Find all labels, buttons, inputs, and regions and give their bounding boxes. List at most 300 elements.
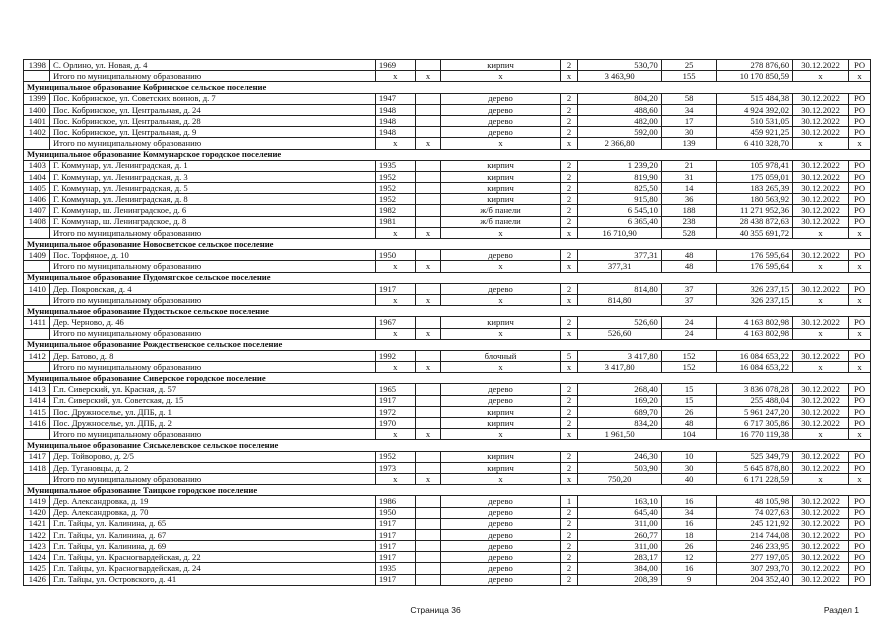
cell-relocation-method: РО <box>848 541 870 552</box>
cell-relocation-method: РО <box>848 574 870 585</box>
cell-total-area: 915,80 <box>578 194 661 205</box>
cell-cost: 214 744,08 <box>717 529 793 540</box>
cell-cost: 16 084 653,22 <box>717 350 793 361</box>
cell-floors: 2 <box>560 283 578 294</box>
cell-address: Итого по муниципальному образованию <box>49 362 375 373</box>
cell-relocation-method: РО <box>848 250 870 261</box>
table-row <box>24 529 871 540</box>
table-row <box>24 518 871 529</box>
cell-residents: 37 <box>661 283 717 294</box>
cell-cost: 307 293,70 <box>717 563 793 574</box>
cell-commission-year <box>415 93 441 104</box>
cell-cost: 16 084 653,22 <box>717 362 793 373</box>
cell-planned-date: х <box>793 138 849 149</box>
table-row <box>24 541 871 552</box>
cell-total-area: 819,90 <box>578 171 661 182</box>
cell-cost: 4 924 392,02 <box>717 104 793 115</box>
table-row <box>24 507 871 518</box>
cell-total-area: 16 710,90 <box>578 227 661 238</box>
cell-commission-year <box>415 563 441 574</box>
cell-relocation-method: РО <box>848 462 870 473</box>
cell-commission-year <box>415 518 441 529</box>
cell-row-number: 1424 <box>24 552 50 563</box>
cell-total-area: 526,60 <box>578 328 661 339</box>
cell-commission-year <box>415 574 441 585</box>
cell-residents: 48 <box>661 261 717 272</box>
cell-build-year: 1948 <box>375 127 415 138</box>
cell-planned-date: 30.12.2022 <box>793 250 849 261</box>
cell-total-area: 268,40 <box>578 384 661 395</box>
cell-floors: х <box>560 294 578 305</box>
cell-build-year: 1973 <box>375 462 415 473</box>
cell-wall-material: кирпич <box>441 462 560 473</box>
cell-planned-date: 30.12.2022 <box>793 194 849 205</box>
municipality-header-row <box>24 440 871 451</box>
cell-relocation-method: РО <box>848 283 870 294</box>
cell-relocation-method: РО <box>848 518 870 529</box>
cell-commission-year <box>415 216 441 227</box>
registry-table-body <box>24 60 871 586</box>
cell-build-year: 1952 <box>375 171 415 182</box>
cell-relocation-method: РО <box>848 183 870 194</box>
subtotal-row <box>24 328 871 339</box>
cell-row-number: 1406 <box>24 194 50 205</box>
cell-address: Г. Коммунар, ул. Ленинградская, д. 5 <box>49 183 375 194</box>
cell-cost: 105 978,41 <box>717 160 793 171</box>
cell-build-year: 1950 <box>375 507 415 518</box>
cell-commission-year <box>415 160 441 171</box>
cell-planned-date: х <box>793 473 849 484</box>
cell-total-area: 377,31 <box>578 261 661 272</box>
cell-cost: 176 595,64 <box>717 261 793 272</box>
cell-build-year: 1948 <box>375 115 415 126</box>
cell-commission-year: х <box>415 71 441 82</box>
cell-build-year: 1917 <box>375 529 415 540</box>
cell-cost: 278 876,60 <box>717 60 793 71</box>
cell-commission-year: х <box>415 138 441 149</box>
cell-commission-year <box>415 183 441 194</box>
cell-total-area: 169,20 <box>578 395 661 406</box>
cell-relocation-method: х <box>848 227 870 238</box>
cell-commission-year <box>415 350 441 361</box>
cell-commission-year <box>415 283 441 294</box>
cell-build-year: 1970 <box>375 418 415 429</box>
cell-row-number: 1414 <box>24 395 50 406</box>
cell-wall-material: кирпич <box>441 418 560 429</box>
cell-planned-date: х <box>793 362 849 373</box>
cell-relocation-method: РО <box>848 563 870 574</box>
cell-cost: 3 836 078,28 <box>717 384 793 395</box>
cell-floors: 2 <box>560 451 578 462</box>
cell-total-area: 482,00 <box>578 115 661 126</box>
cell-build-year: 1950 <box>375 250 415 261</box>
municipality-header-row <box>24 373 871 384</box>
cell-row-number: 1415 <box>24 406 50 417</box>
subtotal-row <box>24 473 871 484</box>
cell-floors: 2 <box>560 395 578 406</box>
cell-row-number: 1417 <box>24 451 50 462</box>
cell-relocation-method: РО <box>848 93 870 104</box>
cell-address: Итого по муниципальному образованию <box>49 71 375 82</box>
cell-cost: 4 163 802,98 <box>717 328 793 339</box>
cell-commission-year <box>415 462 441 473</box>
cell-planned-date: 30.12.2022 <box>793 462 849 473</box>
cell-floors: 2 <box>560 60 578 71</box>
table-row <box>24 250 871 261</box>
table-row <box>24 406 871 417</box>
cell-row-number <box>24 261 50 272</box>
cell-residents: 12 <box>661 552 717 563</box>
cell-row-number: 1422 <box>24 529 50 540</box>
cell-build-year: 1935 <box>375 160 415 171</box>
cell-floors: 2 <box>560 406 578 417</box>
cell-relocation-method: РО <box>848 104 870 115</box>
cell-commission-year <box>415 552 441 563</box>
cell-build-year: 1952 <box>375 183 415 194</box>
cell-address: Пос. Кобринское, ул. Центральная, д. 24 <box>49 104 375 115</box>
cell-floors: 2 <box>560 183 578 194</box>
cell-total-area: 3 417,80 <box>578 350 661 361</box>
cell-cost: 6 171 228,59 <box>717 473 793 484</box>
table-row <box>24 160 871 171</box>
cell-relocation-method: РО <box>848 60 870 71</box>
cell-floors: х <box>560 261 578 272</box>
cell-build-year: х <box>375 261 415 272</box>
cell-build-year: 1917 <box>375 541 415 552</box>
table-row <box>24 216 871 227</box>
cell-build-year: 1967 <box>375 317 415 328</box>
cell-total-area: 377,31 <box>578 250 661 261</box>
cell-row-number <box>24 227 50 238</box>
cell-build-year: 1917 <box>375 518 415 529</box>
table-row <box>24 563 871 574</box>
cell-floors: 2 <box>560 115 578 126</box>
cell-cost: 28 438 872,63 <box>717 216 793 227</box>
cell-residents: 15 <box>661 395 717 406</box>
cell-residents: 26 <box>661 541 717 552</box>
cell-relocation-method: х <box>848 138 870 149</box>
cell-address: Г.п. Тайцы, ул. Калинина, д. 67 <box>49 529 375 540</box>
cell-total-area: 384,00 <box>578 563 661 574</box>
cell-commission-year <box>415 395 441 406</box>
cell-residents: 14 <box>661 183 717 194</box>
cell-build-year: 1917 <box>375 574 415 585</box>
cell-wall-material: кирпич <box>441 160 560 171</box>
table-row <box>24 115 871 126</box>
cell-row-number <box>24 138 50 149</box>
cell-cost: 183 265,39 <box>717 183 793 194</box>
cell-planned-date: 30.12.2022 <box>793 496 849 507</box>
municipality-header-row <box>24 82 871 93</box>
cell-row-number: 1418 <box>24 462 50 473</box>
cell-residents: 34 <box>661 104 717 115</box>
cell-relocation-method: РО <box>848 205 870 216</box>
cell-planned-date: х <box>793 227 849 238</box>
cell-floors: 2 <box>560 574 578 585</box>
municipality-name: Муниципальное образование Коммунарское городское поселение <box>24 149 871 160</box>
cell-total-area: 645,40 <box>578 507 661 518</box>
cell-build-year: 1972 <box>375 406 415 417</box>
cell-residents: 18 <box>661 529 717 540</box>
table-row <box>24 127 871 138</box>
cell-floors: 2 <box>560 93 578 104</box>
cell-commission-year <box>415 406 441 417</box>
cell-residents: 37 <box>661 294 717 305</box>
cell-build-year: х <box>375 294 415 305</box>
cell-build-year: 1952 <box>375 451 415 462</box>
cell-residents: 9 <box>661 574 717 585</box>
cell-wall-material: х <box>441 227 560 238</box>
cell-commission-year <box>415 171 441 182</box>
cell-row-number <box>24 328 50 339</box>
cell-cost: 48 105,98 <box>717 496 793 507</box>
cell-wall-material: х <box>441 71 560 82</box>
cell-address: Пос. Дружноселье, ул. ДПБ, д. 1 <box>49 406 375 417</box>
cell-floors: 2 <box>560 194 578 205</box>
cell-planned-date: 30.12.2022 <box>793 115 849 126</box>
cell-planned-date: х <box>793 328 849 339</box>
cell-wall-material: дерево <box>441 104 560 115</box>
cell-planned-date: 30.12.2022 <box>793 104 849 115</box>
cell-row-number: 1420 <box>24 507 50 518</box>
cell-row-number: 1413 <box>24 384 50 395</box>
cell-row-number: 1411 <box>24 317 50 328</box>
cell-floors: 2 <box>560 418 578 429</box>
cell-wall-material: х <box>441 261 560 272</box>
cell-commission-year <box>415 60 441 71</box>
cell-build-year: 1947 <box>375 93 415 104</box>
table-row <box>24 384 871 395</box>
cell-address: Итого по муниципальному образованию <box>49 294 375 305</box>
cell-commission-year <box>415 529 441 540</box>
municipality-header-row <box>24 485 871 496</box>
cell-build-year: 1981 <box>375 216 415 227</box>
cell-floors: 2 <box>560 507 578 518</box>
cell-commission-year <box>415 317 441 328</box>
table-row <box>24 104 871 115</box>
cell-relocation-method: РО <box>848 317 870 328</box>
cell-planned-date: 30.12.2022 <box>793 552 849 563</box>
cell-floors: х <box>560 429 578 440</box>
cell-row-number: 1403 <box>24 160 50 171</box>
cell-floors: 2 <box>560 541 578 552</box>
cell-row-number: 1426 <box>24 574 50 585</box>
cell-build-year: 1917 <box>375 395 415 406</box>
cell-build-year: х <box>375 429 415 440</box>
cell-floors: 1 <box>560 496 578 507</box>
cell-wall-material: кирпич <box>441 406 560 417</box>
cell-total-area: 246,30 <box>578 451 661 462</box>
table-row <box>24 60 871 71</box>
cell-total-area: 814,80 <box>578 283 661 294</box>
cell-commission-year: х <box>415 429 441 440</box>
table-row <box>24 183 871 194</box>
cell-residents: 16 <box>661 563 717 574</box>
cell-planned-date: 30.12.2022 <box>793 160 849 171</box>
cell-planned-date: х <box>793 71 849 82</box>
cell-cost: 4 163 802,98 <box>717 317 793 328</box>
cell-floors: х <box>560 328 578 339</box>
cell-commission-year <box>415 384 441 395</box>
cell-relocation-method: РО <box>848 216 870 227</box>
cell-row-number: 1400 <box>24 104 50 115</box>
cell-commission-year: х <box>415 227 441 238</box>
cell-cost: 175 059,01 <box>717 171 793 182</box>
subtotal-row <box>24 294 871 305</box>
cell-floors: 2 <box>560 529 578 540</box>
cell-address: Дер. Тойворово, д. 2/5 <box>49 451 375 462</box>
cell-address: Итого по муниципальному образованию <box>49 227 375 238</box>
cell-residents: 31 <box>661 171 717 182</box>
cell-row-number: 1401 <box>24 115 50 126</box>
cell-address: Г.п. Тайцы, ул. Калинина, д. 69 <box>49 541 375 552</box>
cell-cost: 245 121,92 <box>717 518 793 529</box>
cell-row-number: 1412 <box>24 350 50 361</box>
cell-address: Г.п. Сиверский, ул. Красная, д. 57 <box>49 384 375 395</box>
cell-total-area: 592,00 <box>578 127 661 138</box>
cell-build-year: 1969 <box>375 60 415 71</box>
cell-cost: 246 233,95 <box>717 541 793 552</box>
cell-build-year: х <box>375 227 415 238</box>
cell-relocation-method: РО <box>848 418 870 429</box>
cell-residents: 30 <box>661 462 717 473</box>
cell-wall-material: ж/б панели <box>441 216 560 227</box>
cell-residents: 15 <box>661 384 717 395</box>
cell-row-number: 1404 <box>24 171 50 182</box>
cell-cost: 74 027,63 <box>717 507 793 518</box>
cell-wall-material: дерево <box>441 518 560 529</box>
table-row <box>24 93 871 104</box>
cell-planned-date: 30.12.2022 <box>793 518 849 529</box>
cell-residents: 48 <box>661 250 717 261</box>
cell-residents: 48 <box>661 418 717 429</box>
cell-address: Г.п. Тайцы, ул. Калинина, д. 65 <box>49 518 375 529</box>
table-row <box>24 205 871 216</box>
cell-cost: 326 237,15 <box>717 283 793 294</box>
cell-address: С. Орлино, ул. Новая, д. 4 <box>49 60 375 71</box>
cell-commission-year <box>415 127 441 138</box>
subtotal-row <box>24 261 871 272</box>
table-row <box>24 171 871 182</box>
cell-row-number: 1423 <box>24 541 50 552</box>
cell-planned-date: 30.12.2022 <box>793 127 849 138</box>
cell-cost: 6 410 328,70 <box>717 138 793 149</box>
cell-planned-date: 30.12.2022 <box>793 451 849 462</box>
cell-residents: 188 <box>661 205 717 216</box>
table-row <box>24 451 871 462</box>
cell-relocation-method: РО <box>848 507 870 518</box>
cell-wall-material: кирпич <box>441 317 560 328</box>
cell-residents: 10 <box>661 451 717 462</box>
cell-relocation-method: х <box>848 71 870 82</box>
municipality-name: Муниципальное образование Пудостьское сельское поселение <box>24 306 871 317</box>
cell-wall-material: кирпич <box>441 451 560 462</box>
cell-row-number: 1405 <box>24 183 50 194</box>
cell-commission-year <box>415 115 441 126</box>
cell-planned-date: 30.12.2022 <box>793 541 849 552</box>
cell-address: Г.п. Тайцы, ул. Красногвардейская, д. 22 <box>49 552 375 563</box>
cell-address: Г.п. Тайцы, ул. Красногвардейская, д. 24 <box>49 563 375 574</box>
cell-residents: 25 <box>661 60 717 71</box>
table-row <box>24 283 871 294</box>
municipality-header-row <box>24 306 871 317</box>
cell-floors: 2 <box>560 563 578 574</box>
cell-address: Пос. Дружноселье, ул. ДПБ, д. 2 <box>49 418 375 429</box>
cell-total-area: 834,20 <box>578 418 661 429</box>
cell-total-area: 1 239,20 <box>578 160 661 171</box>
cell-address: Пос. Кобринское, ул. Центральная, д. 9 <box>49 127 375 138</box>
cell-row-number: 1408 <box>24 216 50 227</box>
cell-wall-material: дерево <box>441 115 560 126</box>
table-row <box>24 552 871 563</box>
subtotal-row <box>24 227 871 238</box>
cell-relocation-method: РО <box>848 115 870 126</box>
cell-wall-material: х <box>441 429 560 440</box>
subtotal-row <box>24 362 871 373</box>
cell-planned-date: 30.12.2022 <box>793 529 849 540</box>
municipality-name: Муниципальное образование Кобринское сельское поселение <box>24 82 871 93</box>
cell-relocation-method: РО <box>848 406 870 417</box>
cell-relocation-method: РО <box>848 552 870 563</box>
cell-wall-material: дерево <box>441 507 560 518</box>
cell-relocation-method: РО <box>848 194 870 205</box>
cell-row-number: 1421 <box>24 518 50 529</box>
cell-address: Дер. Александровка, д. 70 <box>49 507 375 518</box>
cell-cost: 11 271 952,36 <box>717 205 793 216</box>
cell-total-area: 6 365,40 <box>578 216 661 227</box>
cell-cost: 5 645 878,80 <box>717 462 793 473</box>
cell-total-area: 208,39 <box>578 574 661 585</box>
cell-planned-date: х <box>793 294 849 305</box>
municipality-header-row <box>24 272 871 283</box>
cell-wall-material: дерево <box>441 250 560 261</box>
cell-commission-year <box>415 205 441 216</box>
municipality-name: Муниципальное образование Новосветское сельское поселение <box>24 239 871 250</box>
cell-total-area: 3 417,80 <box>578 362 661 373</box>
cell-residents: 17 <box>661 115 717 126</box>
cell-commission-year <box>415 194 441 205</box>
cell-planned-date: 30.12.2022 <box>793 216 849 227</box>
cell-row-number: 1399 <box>24 93 50 104</box>
subtotal-row <box>24 138 871 149</box>
cell-wall-material: дерево <box>441 541 560 552</box>
cell-cost: 176 595,64 <box>717 250 793 261</box>
cell-address: Г. Коммунар, ш. Ленинградское, д. 6 <box>49 205 375 216</box>
cell-planned-date: 30.12.2022 <box>793 183 849 194</box>
cell-total-area: 526,60 <box>578 317 661 328</box>
cell-residents: 152 <box>661 350 717 361</box>
cell-cost: 204 352,40 <box>717 574 793 585</box>
cell-row-number: 1410 <box>24 283 50 294</box>
cell-relocation-method: х <box>848 429 870 440</box>
cell-address: Пос. Кобринское, ул. Советских воинов, д. 7 <box>49 93 375 104</box>
cell-commission-year <box>415 418 441 429</box>
cell-total-area: 311,00 <box>578 518 661 529</box>
cell-total-area: 6 545,10 <box>578 205 661 216</box>
municipality-header-row <box>24 239 871 250</box>
cell-total-area: 689,70 <box>578 406 661 417</box>
cell-cost: 255 488,04 <box>717 395 793 406</box>
table-row <box>24 496 871 507</box>
cell-address: Итого по муниципальному образованию <box>49 261 375 272</box>
cell-planned-date: х <box>793 261 849 272</box>
cell-floors: 2 <box>560 171 578 182</box>
cell-residents: 36 <box>661 194 717 205</box>
cell-address: Г. Коммунар, ул. Ленинградская, д. 8 <box>49 194 375 205</box>
cell-build-year: 1986 <box>375 496 415 507</box>
cell-cost: 277 197,05 <box>717 552 793 563</box>
cell-relocation-method: РО <box>848 384 870 395</box>
